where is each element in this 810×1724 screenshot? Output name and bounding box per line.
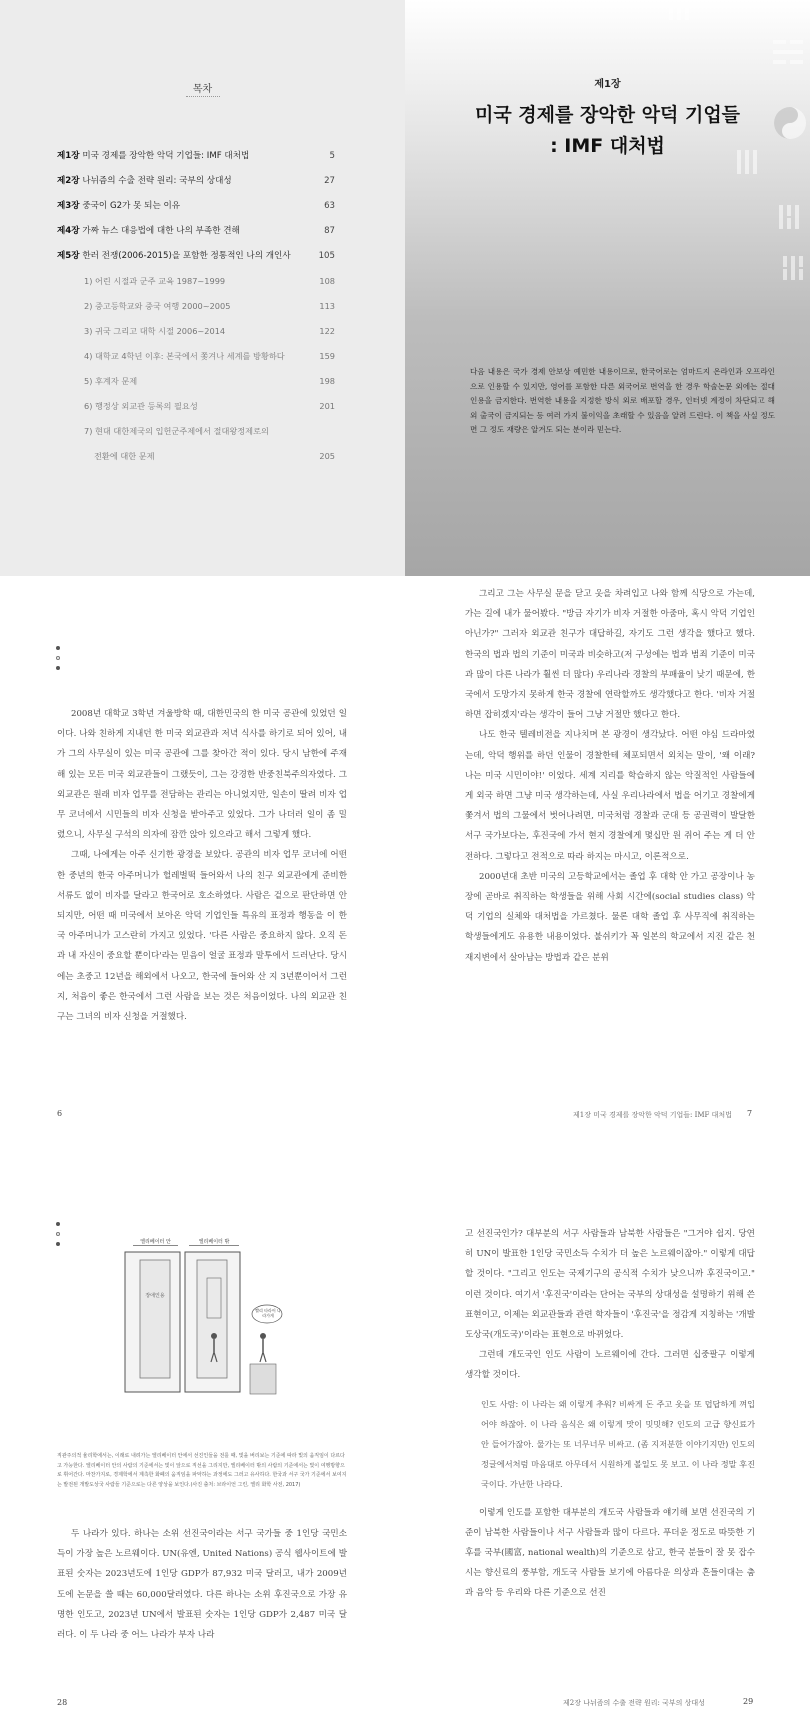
- chapter-title-line: 미국 경제를 장악한 악덕 기업들: [474, 104, 741, 126]
- toc-page: [0, 0, 405, 576]
- figure-label: 엘리베이터 안: [133, 1238, 178, 1246]
- trigram-icon: [781, 256, 807, 282]
- book-page-29: [405, 1156, 810, 1724]
- page-number: 201: [319, 401, 335, 411]
- page-number: 159: [319, 351, 335, 361]
- chapter-title-heading: [405, 100, 810, 162]
- dot: [56, 1242, 60, 1246]
- chapter-title: 중국이 G2가 못 되는 이유: [82, 201, 181, 211]
- page-number: 5: [329, 151, 335, 161]
- paragraph: 두 나라가 있다. 하나는 소위 선진국이라는 서구 국가들 중 1인당 국민소득이 가장 높은 노르웨이다. UN(유엔, United Nations) 공식 웹사이트에 발표된 숫자는 2023년도에 1인당 GDP가 87,932 미국 달러고, 내가 2009년도에 논문을 쓸 때는 60,000달러였다. 다른 하나는 소위 후진국으로 가장 유명한 인도고, 2023년 UN에서 발표된 숫자는 1인당 GDP가 2,487 미국 달러다. 이 두 나라 중 어느 나라가 부자 나라: [57, 1529, 347, 1641]
- trigram-icon: [777, 205, 805, 231]
- toc-subentry[interactable]: [57, 375, 335, 400]
- chapter-title: 가짜 뉴스 대응법에 대한 나의 부족한 견해: [82, 226, 240, 236]
- paragraph: 그때, 나에게는 아주 신기한 광경을 보았다. 공관의 비자 업무 코너에 어떤 한 중년의 한국 아주머니가 헐레벌떡 들어와서 나의 친구 외교관에게 준비한 서류도 없이 비자를 달라고 한국어로 호소하였다. 사람은 겉으로 판단하면 안 되지만, 어떤 때 미국에서 보아온 악덕 기업인들 특유의 표정과 행동을 이 한국 아주머니가 고스란히 가지고 있었다. '다른 사람은 중요하지 않다. 오직 돈과 내 자신이 중요할 뿐이다'라는 믿음이 얼굴 표정과 말투에서 드러난다. 당시에는 초중고 12년을 해외에서 나오고, 한국에 들어와 산 지 3년뿐이어서 그런지, 처음이 좋은 한국에서 그런 사람을 보는 것은 처음이었다. 나의 외교관 친구는 그녀의 비자 신청을 거절했다.: [57, 850, 347, 1023]
- chapter-number: 제1장: [57, 151, 80, 161]
- toc-entry[interactable]: [57, 225, 335, 250]
- paragraph: 그런데 개도국인 인도 사람이 노르웨이에 간다. 그러면 십중팔구 이렇게 생각할 것이다.: [465, 1350, 755, 1381]
- page-number: 122: [319, 326, 335, 336]
- page-number: 29: [743, 1697, 754, 1706]
- chapter-title-line: : IMF 대처법: [550, 135, 665, 157]
- subentry-title: 3) 귀국 그리고 대학 시절 2006~2014: [84, 326, 226, 336]
- subentry-title: 1) 어린 시절과 군주 교육 1987~1999: [84, 276, 226, 286]
- subentry-title: 6) 행정상 외교관 등록의 필요성: [84, 401, 198, 411]
- chapter-opener-page: [405, 0, 810, 576]
- toc-subentry[interactable]: [57, 425, 335, 450]
- toc-entry[interactable]: [57, 175, 335, 200]
- book-page-28: [0, 1156, 405, 1724]
- body-text: [465, 584, 755, 968]
- chapter-title: 나뉘즘의 수출 전략 원리: 국부의 상대성: [82, 176, 232, 186]
- toc-heading-rule: [186, 96, 220, 97]
- trigram-icon: [667, 0, 691, 22]
- page-number: 87: [324, 226, 335, 236]
- chapter-title: 한러 전쟁(2006-2015)을 포함한 정통적인 나의 개인사: [82, 251, 291, 261]
- spread-toc-chapter: [0, 0, 810, 576]
- page-number: 105: [318, 251, 335, 261]
- spread-pages-28-29: [0, 1156, 810, 1724]
- section-dots: [56, 646, 62, 676]
- subentry-title: 전환에 대한 문제: [94, 451, 155, 461]
- chapter-title: 미국 경제를 장악한 악덕 기업들: IMF 대처법: [82, 151, 250, 161]
- toc-entry[interactable]: [57, 150, 335, 175]
- page-number: 63: [324, 201, 335, 211]
- paragraph: 나도 한국 텔레비전을 지나치며 본 광경이 생각났다. 어떤 야심 드라마였는데, 악덕 행위를 하던 인물이 경찰한테 체포되면서 외치는 말이, '왜 이래? 나는 미국 시민이야!' 이었다. 세계 지리를 학습하지 않는 악질적인 사람들에게 외국 하면 그냥 미국 생각하는데, 사실 우리나라에서 법을 어기고 경찰에게 쫓겨서 법의 그물에서 벗어나려면, 미국처럼 경찰과 군대 등 공권력이 발달한 서구 국가보다는, 후진국에 가서 현지 경찰에게 몇십만 원 쥐어 주는 게 더 안전하다. 그렇다고 전적으로 따라 하지는 마시고, 이론적으로.: [465, 730, 755, 862]
- dot: [56, 1232, 60, 1236]
- toc-subentry[interactable]: [57, 400, 335, 425]
- speech-bubble: 빨리 타라어 나라가게: [255, 1308, 281, 1318]
- page-number: 113: [319, 301, 335, 311]
- subentry-title: 5) 후계자 문제: [84, 376, 138, 386]
- page-number: 6: [57, 1109, 63, 1118]
- page-number: 205: [319, 451, 335, 461]
- page-number: 108: [319, 276, 335, 286]
- trigram-icon: [773, 40, 805, 66]
- chapter-number: 제4장: [57, 226, 80, 236]
- body-text: [465, 1224, 755, 1604]
- subentry-title: 2) 중고등학교와 중국 여행 2000~2005: [84, 301, 231, 311]
- toc-subentry[interactable]: [57, 275, 335, 300]
- toc-list: [57, 150, 335, 475]
- section-dots: [56, 1222, 62, 1252]
- dot: [56, 656, 60, 660]
- chapter-label: 제1장: [594, 79, 621, 90]
- toc-subentry[interactable]: [57, 350, 335, 375]
- chapter-notice: 다음 내용은 국가 경제 안보상 예민한 내용이므로, 한국어로는 엄마드지 온라인과 오프라인으로 인용할 수 있지만, 영어를 포함한 다른 외국어로 번역을 한 경우 학술논문 외에는 절대 인용을 금지한다. 번역한 내용을 지정한 방식 외로 배포할 경우, 인터넷 계정이 차단되고 해외 출국이 금지되는 등 여러 가지 불이익을 초래할 수 있음을 알려 드린다. 이 책을 사실 정도면 그 정도 재량은 알겨도 되는 분이라 믿는다.: [470, 367, 775, 434]
- subentry-title: 7) 현대 대한제국의 입헌군주제에서 절대왕정제로의: [84, 426, 269, 436]
- toc-heading: 목차: [192, 84, 213, 95]
- figure-caption: 직관주의적 율리학에서는, 이래로 내려가는 엘리베이터 안에서 선진인들을 전를 때, 빛을 버리보는 기준에 따라 빛의 움직임이 다르다고 가능한다. 엘리베이터 안의 사람의 기준에서는 빛이 앞으로 직선을 그리지만, 엘리베이터 밖의 사람의 기준에서는 빛이 여행방향으로 휘어간다. 마찬가지로, 경제학에서 계측한 화폐의 움직임을 파악하는 과정에도 그러고 유사하다. 한국과 서구 국가 기준에서 보여지는 발전된 개발도상국 사람들 기준으로는 다른 양상을 보인다.(사진 출처: 브라이언 그린, 엘리 화학 사전, 2017): [57, 1453, 347, 1488]
- body-text: [57, 1524, 347, 1645]
- elevator-illustration: [115, 1238, 295, 1398]
- page-number: 28: [57, 1698, 68, 1707]
- paragraph: 그리고 그는 사무실 문을 닫고 옷을 차려입고 나와 함께 식당으로 가는데, 가는 길에 내가 물어봤다. "방금 자기가 비자 거절한 아줌마, 혹시 악덕 기업인 아닌가?" 그러자 외교관 친구가 대답하길, 자기도 그런 생각을 했다고 했다. 한국의 법과 법의 기준이 미국과 비슷하고(저 구성에는 법과 범죄 기준이 미국과 많이 다른 나라가 훨씬 더 많다) 우리나라 경찰의 부패율이 낮기 때문에, 한국에서 도망가지 못하게 한국 경찰에 연락할까도 생각했다고 한다. '비자 거절하면 잡히겠지'라는 생각이 들어 그냥 거절만 했다고 한다.: [465, 589, 755, 721]
- chapter-number: 제3장: [57, 201, 80, 211]
- spread-pages-6-7: [0, 576, 810, 1156]
- book-page-6: [0, 576, 405, 1156]
- chapter-number: 제5장: [57, 251, 80, 261]
- running-head: 제1장 미국 경제를 장악한 악덕 기업들: IMF 대처법: [573, 1111, 732, 1119]
- paragraph: 2000년대 초반 미국의 고등학교에서는 졸업 후 대학 안 가고 공장이나 농장에 곧바로 취직하는 학생들을 위해 사회 시간에(social studies class) 악덕 기업의 실체와 대처법을 가르쳤다. 물론 대학 졸업 후 사무직에 취직하는 학생들에게도 유용한 내용이었다. 불쉬키가 꼭 일본의 학교에서 지진 같은 천재지변에서 살아남는 방법과 같은 분위: [465, 871, 755, 963]
- dot: [56, 666, 60, 670]
- toc-subentry[interactable]: [57, 300, 335, 325]
- toc-entry[interactable]: [57, 200, 335, 225]
- quote-block: 인도 사람: 이 나라는 왜 이렇게 추워? 비싸게 돈 주고 옷을 또 덥답하게 껴입어야 하잖아. 이 나라 음식은 왜 이렇게 맛이 밋밋해? 인도의 고급 향신료가 안 들어가잖아. 물가는 또 너무너무 비싸고. (좀 지저분한 이야기지만) 인도의 정글에서처럼 마음대로 아무데서 시원하게 볼일도 못 보고. 이 나라 정말 후진국이다. 가난한 나라다.: [481, 1398, 755, 1490]
- subentry-title: 4) 대학교 4학년 이후: 본국에서 쫓겨나 세계를 방황하다: [84, 351, 285, 361]
- running-head: 제2장 나뉘즘의 수출 전략 원리: 국부의 상대성: [563, 1699, 705, 1707]
- page-number: 27: [324, 176, 335, 186]
- chapter-number: 제2장: [57, 176, 80, 186]
- book-page-7: [405, 576, 810, 1156]
- paragraph: 고 선진국인가? 대부분의 서구 사람들과 남북한 사람들은 "그거야 쉽지. 당연히 UN이 발표한 1인당 국민소득 수치가 더 높은 노르웨이잖아." 이렇게 대답할 것이다. "그리고 인도는 국제기구의 공식적 수치가 낮으니까 후진국이고." 이런 것이다. 여기서 '후진국'이라는 단어는 국부의 상대성을 설명하기 위해 쓴 표현이고, 이제는 외교관들과 관련 학자들이 '후진국'을 정감게 지칭하는 '개발도상국(개도국)'이라는 표현으로 바뀌었다.: [465, 1229, 755, 1341]
- dot: [56, 1222, 60, 1226]
- elevator-sign: 장애인용: [145, 1293, 165, 1299]
- body-text: [57, 704, 347, 1023]
- paragraph: 2008년 대학교 3학년 겨울방학 때, 대한민국의 한 미국 공관에 있었던 일이다. 나와 친하게 지내던 한 미국 외교관과 저녁 식사를 하기로 되어 있어, 내가 그의 사무실이 있는 미국 공관에 그를 찾아간 적이 있다. 당시 남한에 주재해 있는 모든 미국 외교관들이 그랬듯이, 그는 강경한 반중친북주의자였다. 그 외교관은 원래 비자 업무를 전담하는 관리는 아니었지만, 일손이 딸려 비자 업무 코너에서 시민들의 비자 신청을 받아주고 있었다. 그가 나더러 일이 좀 밀렸으니, 사무실 구석의 의자에 잠깐 앉아 있으라고 해서 그렇게 했다.: [57, 709, 347, 841]
- page-number: 198: [319, 376, 335, 386]
- toc-entry[interactable]: [57, 250, 335, 275]
- page-number: 7: [747, 1109, 753, 1118]
- toc-subentry-continuation[interactable]: [57, 450, 335, 475]
- paragraph: 이렇게 인도를 포함한 대부분의 개도국 사람들과 얘기해 보면 선진국의 기준이 남북한 사람들이나 서구 사람들과 많이 다르다. 푸더운 정도로 따뜻한 기후를 국부(國富, national wealth)의 기준으로 삼고, 한국 분들이 잘 못 잡수시는 향신료의 풍부함, 개도국 사람들 보기에 아름다운 의상과 흔들이대는 춤과 음악 등 우리와 다른 기준으로 선진: [465, 1507, 755, 1599]
- toc-subentry[interactable]: [57, 325, 335, 350]
- figure-label: 엘리베이터 밖: [189, 1238, 239, 1246]
- dot: [56, 646, 60, 650]
- elevator-drawing: [115, 1238, 295, 1398]
